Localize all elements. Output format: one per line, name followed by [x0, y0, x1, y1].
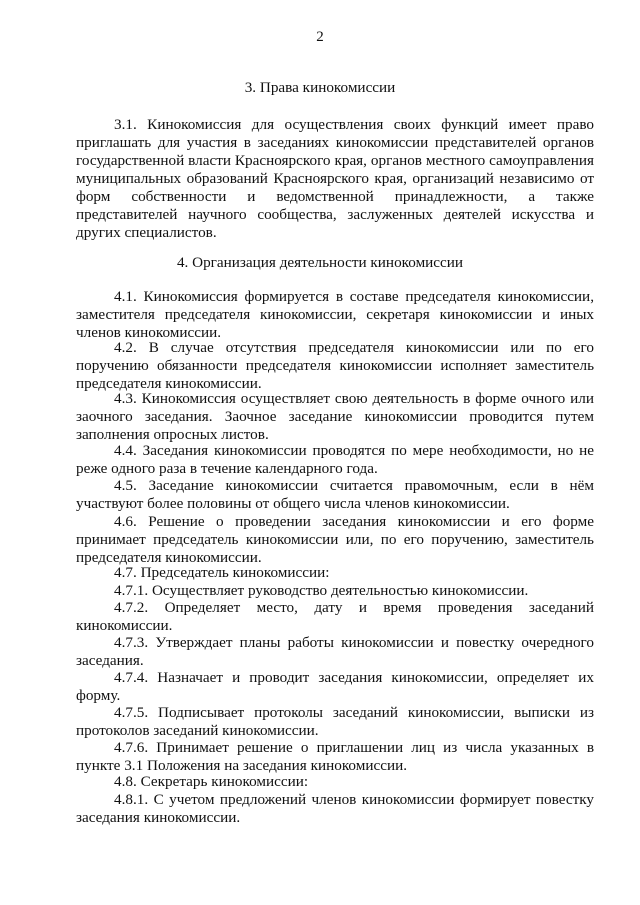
paragraph-3-1: 3.1. Кинокомиссия для осуществления своих функций имеет право приглашать для участия в заседаниях кинокомиссии представителей органов государственной власти Красноярского края, органов местного самоуправления муниципальных образований Красноярского края, организаций независимо от форм собственности и ведомственной принадлежности, а также представителей научного сообщества, заслуженных деятелей искусства и других специалистов.	[76, 116, 594, 241]
paragraph-4-7-6: 4.7.6. Принимает решение о приглашении лиц из числа указанных в пункте 3.1 Положения на заседания кинокомиссии.	[76, 739, 594, 774]
paragraph-4-7-2: 4.7.2. Определяет место, дату и время проведения заседаний кинокомиссии.	[76, 599, 594, 634]
paragraph-4-8: 4.8. Секретарь кинокомиссии:	[114, 773, 309, 790]
paragraph-4-7-1: 4.7.1. Осуществляет руководство деятельностью кинокомиссии.	[114, 582, 529, 599]
paragraph-4-8-1: 4.8.1. С учетом предложений членов кинокомиссии формирует повестку заседания кинокомиссии.	[76, 791, 594, 826]
paragraph-4-3: 4.3. Кинокомиссия осуществляет свою деятельность в форме очного или заочного заседания. Заочное заседание кинокомиссии проводится путем заполнения опросных листов.	[76, 390, 594, 443]
paragraph-4-1: 4.1. Кинокомиссия формируется в составе председателя кинокомиссии, заместителя председателя кинокомиссии, секретаря кинокомиссии и иных членов кинокомиссии.	[76, 288, 594, 341]
paragraph-4-7-3: 4.7.3. Утверждает планы работы кинокомиссии и повестку очередного заседания.	[76, 634, 594, 669]
paragraph-4-2: 4.2. В случае отсутствия председателя кинокомиссии или по его поручению обязанности председателя кинокомиссии исполняет заместитель председателя кинокомиссии.	[76, 339, 594, 392]
section-3-heading: 3. Права кинокомиссии	[244, 79, 396, 96]
paragraph-4-7-5: 4.7.5. Подписывает протоколы заседаний кинокомиссии, выписки из протоколов заседаний кинокомиссии.	[76, 704, 594, 739]
paragraph-4-6: 4.6. Решение о проведении заседания кинокомиссии и его форме принимает председатель кинокомиссии или, по его поручению, заместитель председателя кинокомиссии.	[76, 513, 594, 566]
paragraph-4-7: 4.7. Председатель кинокомиссии:	[114, 564, 330, 581]
paragraph-4-5: 4.5. Заседание кинокомиссии считается правомочным, если в нём участвуют более половины от общего числа членов кинокомиссии.	[76, 477, 594, 512]
paragraph-4-4: 4.4. Заседания кинокомиссии проводятся по мере необходимости, но не реже одного раза в течение календарного года.	[76, 442, 594, 477]
section-4-heading: 4. Организация деятельности кинокомиссии	[176, 254, 464, 271]
paragraph-4-7-4: 4.7.4. Назначает и проводит заседания кинокомиссии, определяет их форму.	[76, 669, 594, 704]
page-number: 2	[316, 29, 324, 45]
